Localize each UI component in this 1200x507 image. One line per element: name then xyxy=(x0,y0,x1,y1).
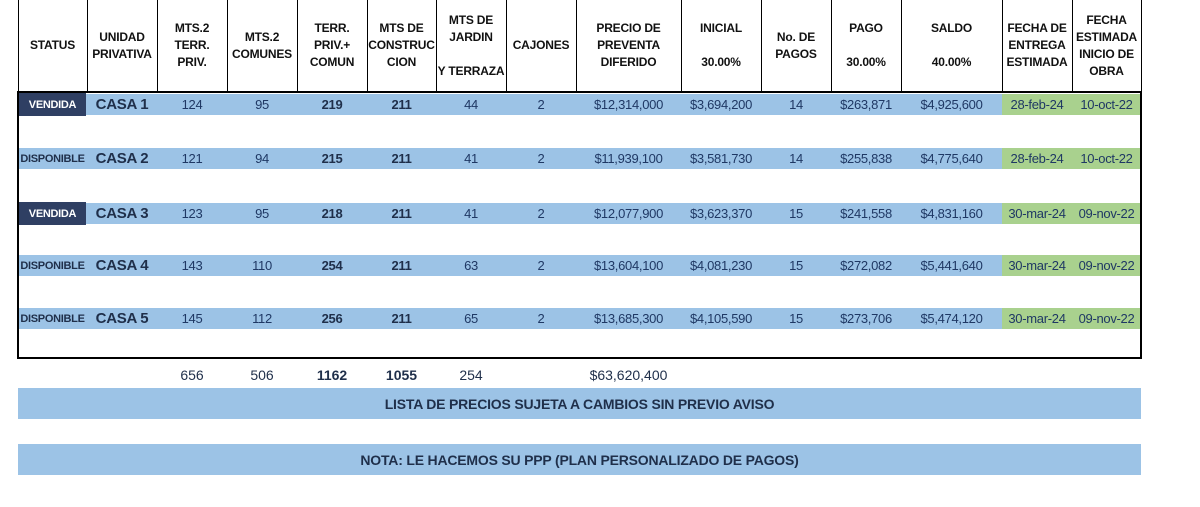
header-line: FECHA DE xyxy=(1007,21,1067,35)
cell-jardin: 63 xyxy=(464,258,478,273)
header-unidad xyxy=(87,0,157,91)
header-terr_comun xyxy=(297,0,367,91)
header-divider xyxy=(761,0,762,91)
header-divider xyxy=(227,0,228,91)
cell-entrega: 30-mar-24 xyxy=(1008,258,1066,273)
cell-pago: $273,706 xyxy=(840,311,892,326)
cell-unit: CASA 2 xyxy=(95,150,149,167)
cell-terr_comun: 219 xyxy=(321,97,343,112)
cell-terr_comun: 256 xyxy=(321,311,343,326)
cell-jardin: 44 xyxy=(464,97,478,112)
cell-inicial: $4,081,230 xyxy=(689,258,753,273)
cell-comunes: 110 xyxy=(252,258,272,273)
cell-cajones: 2 xyxy=(537,258,545,273)
ppp-note: NOTA: LE HACEMOS SU PPP (PLAN PERSONALIZADO DE PAGOS) xyxy=(18,444,1141,475)
cell-cajones: 2 xyxy=(537,151,545,166)
header-entrega xyxy=(1002,0,1072,91)
header-line: Y TERRAZA xyxy=(437,63,505,78)
header-cajones xyxy=(506,0,576,91)
table-border xyxy=(17,91,19,359)
cell-construccion: 211 xyxy=(391,151,412,166)
cell-saldo: $4,925,600 xyxy=(920,97,983,112)
table-border xyxy=(18,357,1142,359)
status-badge: VENDIDA xyxy=(19,202,86,225)
header-divider xyxy=(297,0,298,91)
header-line: PRIV. xyxy=(177,55,207,69)
cell-pagos: 15 xyxy=(789,311,803,326)
header-status xyxy=(18,0,87,91)
cell-terr_priv: 145 xyxy=(181,311,203,326)
header-line: COMUNES xyxy=(232,46,292,61)
header-line: PRIVATIVA xyxy=(92,46,152,61)
header-pago xyxy=(831,0,901,91)
total-jardin: 254 xyxy=(459,367,483,383)
cell-precio: $13,685,300 xyxy=(594,311,663,326)
cell-saldo: $5,474,120 xyxy=(920,311,983,326)
header-jardin xyxy=(436,0,506,91)
header-divider xyxy=(831,0,832,91)
cell-saldo: $5,441,640 xyxy=(920,258,983,273)
header-line: CAJONES xyxy=(512,38,570,52)
cell-comunes: 94 xyxy=(255,151,269,166)
header-line: ENTREGA xyxy=(1008,38,1066,52)
total-terr_priv: 656 xyxy=(180,367,204,383)
header-line: PAGO xyxy=(849,21,883,35)
header-line: ESTIMADA xyxy=(1006,55,1068,69)
cell-pagos: 15 xyxy=(789,258,803,273)
status-badge: DISPONIBLE xyxy=(20,312,85,325)
status-badge: VENDIDA xyxy=(19,93,86,116)
header-line: COMUN xyxy=(309,55,355,69)
cell-cajones: 2 xyxy=(537,311,545,326)
cell-inicio: 09-nov-22 xyxy=(1078,258,1135,273)
cell-construccion: 211 xyxy=(391,97,412,112)
cell-unit: CASA 5 xyxy=(95,310,149,327)
total-comunes: 506 xyxy=(250,367,274,383)
cell-construccion: 211 xyxy=(391,311,412,326)
cell-terr_priv: 121 xyxy=(181,151,203,166)
cell-inicio: 09-nov-22 xyxy=(1078,206,1135,221)
cell-terr_comun: 218 xyxy=(321,206,343,221)
cell-precio: $12,314,000 xyxy=(594,97,663,112)
header-inicial xyxy=(681,0,761,91)
header-line: CONSTRUC xyxy=(368,38,435,52)
cell-terr_priv: 124 xyxy=(181,97,203,112)
header-divider xyxy=(901,0,902,91)
header-line: MTS DE xyxy=(448,12,494,27)
cell-pagos: 15 xyxy=(789,206,803,221)
cell-entrega: 28-feb-24 xyxy=(1010,151,1064,166)
header-saldo xyxy=(901,0,1002,91)
cell-terr_priv: 123 xyxy=(181,206,203,221)
cell-inicio: 09-nov-22 xyxy=(1078,311,1135,326)
header-line: DIFERIDO xyxy=(600,55,657,69)
cell-precio: $11,939,100 xyxy=(594,151,663,166)
cell-entrega: 30-mar-24 xyxy=(1008,206,1066,221)
header-divider xyxy=(367,0,368,91)
header-line: UNIDAD xyxy=(99,29,145,44)
cell-terr_comun: 215 xyxy=(321,151,343,166)
cell-unit: CASA 4 xyxy=(95,257,149,274)
cell-comunes: 112 xyxy=(252,311,272,326)
header-line: No. DE xyxy=(776,29,816,44)
header-divider xyxy=(576,0,577,91)
header-pagos xyxy=(761,0,831,91)
header-divider xyxy=(436,0,437,91)
total-precio: $63,620,400 xyxy=(589,367,668,383)
header-terr_priv xyxy=(157,0,227,91)
cell-inicio: 10-oct-22 xyxy=(1080,97,1133,112)
cell-inicial: $3,581,730 xyxy=(689,151,753,166)
header-line: FECHA xyxy=(1086,12,1127,27)
cell-jardin: 65 xyxy=(464,311,478,326)
header-line: ESTIMADA xyxy=(1075,29,1138,44)
header-line: MTS.2 xyxy=(244,29,280,44)
cell-terr_priv: 143 xyxy=(181,258,203,273)
header-divider xyxy=(506,0,507,91)
header-line: 40.00% xyxy=(931,55,972,69)
cell-saldo: $4,831,160 xyxy=(920,206,983,221)
cell-construccion: 211 xyxy=(391,206,412,221)
total-terr_comun: 1162 xyxy=(316,367,348,383)
status-badge: DISPONIBLE xyxy=(20,259,85,272)
price-disclaimer: LISTA DE PRECIOS SUJETA A CAMBIOS SIN PREVIO AVISO xyxy=(18,388,1141,419)
header-divider xyxy=(1141,0,1142,91)
header-line: INICIAL xyxy=(700,21,742,35)
cell-cajones: 2 xyxy=(537,206,545,221)
cell-saldo: $4,775,640 xyxy=(920,151,983,166)
cell-inicial: $4,105,590 xyxy=(689,311,753,326)
cell-precio: $12,077,900 xyxy=(594,206,663,221)
cell-inicial: $3,623,370 xyxy=(689,206,753,221)
status-badge: DISPONIBLE xyxy=(20,152,85,165)
cell-entrega: 28-feb-24 xyxy=(1010,97,1064,112)
header-line: TERR. PRIV.+ xyxy=(313,21,351,52)
cell-entrega: 30-mar-24 xyxy=(1008,311,1066,326)
header-line: 30.00% xyxy=(846,55,886,69)
header-divider xyxy=(157,0,158,91)
header-divider xyxy=(87,0,88,91)
header-line: PREVENTA xyxy=(597,38,660,52)
cell-jardin: 41 xyxy=(464,206,478,221)
header-construccion xyxy=(367,0,436,91)
cell-pagos: 14 xyxy=(789,97,803,112)
cell-cajones: 2 xyxy=(537,97,545,112)
header-line: JARDIN xyxy=(449,29,493,44)
cell-construccion: 211 xyxy=(391,258,412,273)
cell-inicial: $3,694,200 xyxy=(689,97,753,112)
cell-unit: CASA 1 xyxy=(95,96,149,113)
cell-pago: $241,558 xyxy=(840,206,892,221)
cell-pago: $272,082 xyxy=(840,258,892,273)
header-inicio xyxy=(1072,0,1141,91)
header-line: INICIO DE xyxy=(1079,46,1134,61)
header-divider xyxy=(1072,0,1073,91)
header-comunes xyxy=(227,0,297,91)
header-line: CION xyxy=(386,55,417,69)
cell-pagos: 14 xyxy=(789,151,803,166)
cell-comunes: 95 xyxy=(255,97,269,112)
header-line: STATUS xyxy=(29,38,76,52)
header-line: MTS.2 TERR. xyxy=(174,21,210,52)
header-line: OBRA xyxy=(1089,63,1124,78)
cell-terr_comun: 254 xyxy=(321,258,343,273)
cell-unit: CASA 3 xyxy=(95,205,149,222)
header-divider xyxy=(18,0,19,91)
table-border xyxy=(1140,91,1142,359)
header-line: MTS DE xyxy=(379,21,424,35)
table-border xyxy=(18,91,1142,93)
header-line: 30.00% xyxy=(701,55,741,69)
header-divider xyxy=(681,0,682,91)
header-precio xyxy=(576,0,681,91)
cell-precio: $13,604,100 xyxy=(594,258,663,273)
header-line: PAGOS xyxy=(775,46,817,61)
header-line: SALDO xyxy=(930,21,972,35)
cell-pago: $263,871 xyxy=(840,97,892,112)
cell-pago: $255,838 xyxy=(840,151,892,166)
total-construccion: 1055 xyxy=(385,367,418,383)
cell-comunes: 95 xyxy=(255,206,269,221)
header-line: PRECIO DE xyxy=(596,21,661,35)
cell-inicio: 10-oct-22 xyxy=(1080,151,1133,166)
header-divider xyxy=(1002,0,1003,91)
cell-jardin: 41 xyxy=(464,151,478,166)
